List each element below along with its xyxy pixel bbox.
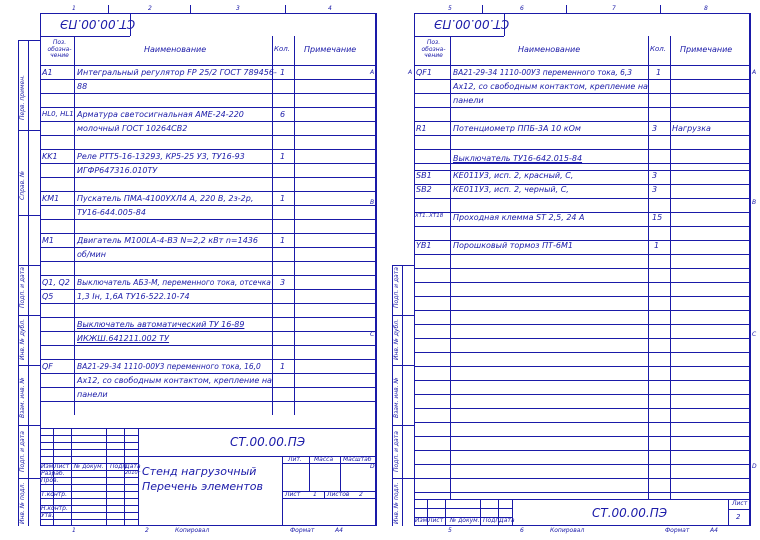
chg-hdr: Изм bbox=[41, 463, 54, 470]
date: 2010г bbox=[125, 470, 141, 476]
row-name-line: ВА21-29-34 1110-00У3 переменного тока, 6,3 bbox=[453, 68, 633, 77]
side-label: Перв. примен. bbox=[19, 74, 26, 120]
row-name-line: 88 bbox=[77, 82, 88, 91]
side-label: Взам. инв. № bbox=[19, 377, 26, 418]
zone-bottom-5: 5 bbox=[448, 527, 452, 534]
row-name-line: Выключатель автоматический ТУ 16-89 bbox=[77, 320, 245, 329]
row-qty: 3 bbox=[652, 171, 658, 180]
row-qty: 15 bbox=[652, 213, 663, 222]
hdr-pos: Поз. обозна- чение bbox=[421, 39, 446, 60]
title-doc-code: СТ.00.00.ПЭ bbox=[230, 435, 306, 449]
row-qty: 1 bbox=[654, 241, 660, 250]
row-qty: 1 bbox=[656, 68, 662, 77]
zone-side-a-left: A bbox=[408, 69, 413, 76]
side-label: Инв. № подл. bbox=[393, 482, 400, 524]
hdr-pos: Поз. обозна- чение bbox=[47, 39, 72, 60]
copied-label: Копировал bbox=[550, 527, 585, 534]
zone-bottom-2: 2 bbox=[145, 527, 149, 534]
zone-top-6: 6 bbox=[520, 5, 524, 12]
format-label: Формат bbox=[665, 527, 690, 534]
row-pos: M1 bbox=[42, 236, 54, 245]
row-pos: Q1, Q2 bbox=[42, 278, 70, 287]
side-label: Справ. № bbox=[19, 170, 26, 200]
row-name-line: ВА21-29-34 1110-00У3 переменного тока, 16,0 bbox=[77, 362, 261, 371]
sheets-no: 2 bbox=[359, 491, 363, 498]
chg-hdr: № докум. bbox=[450, 517, 480, 524]
side-label: Взам. инв. № bbox=[393, 377, 400, 418]
row-name-line: панели bbox=[453, 96, 484, 105]
role: Т.контр. bbox=[41, 491, 68, 498]
row-pos: XT1..XT18 bbox=[415, 213, 444, 219]
chg-hdr: Лист bbox=[428, 517, 444, 524]
row-name-line: Выключатель АБ3-М, переменного тока, отсечка bbox=[77, 278, 271, 287]
title-subname: Перечень элементов bbox=[142, 480, 263, 493]
zone-top-4: 4 bbox=[328, 5, 332, 12]
zone-side-d: D bbox=[752, 463, 757, 470]
row-name-line: Порошковый тормоз ПТ-6М1 bbox=[453, 241, 573, 250]
role: Разраб. bbox=[41, 470, 65, 477]
row-name-line: Интегральный регулятор FP 25/2 ГОСТ 789456- bbox=[77, 68, 277, 77]
doc-code-flipped: СТ.00.00.ПЭ bbox=[434, 17, 510, 31]
title-name: Стенд нагрузочный bbox=[142, 465, 257, 478]
row-pos: SB1 bbox=[416, 171, 432, 180]
zone-side-a: A bbox=[752, 69, 757, 76]
row-pos: YB1 bbox=[416, 241, 432, 250]
row-qty: 3 bbox=[652, 185, 658, 194]
lit-label: Лит. bbox=[288, 456, 302, 463]
row-pos: QF1 bbox=[416, 68, 432, 77]
chg-hdr: Лист bbox=[54, 463, 70, 470]
row-name-line: Проходная клемма ST 2,5, 24 А bbox=[453, 213, 585, 222]
zone-top-2: 2 bbox=[148, 5, 152, 12]
chg-hdr: Изм bbox=[415, 517, 428, 524]
row-pos: HL0, HL1 bbox=[42, 110, 74, 118]
zone-bottom-1: 1 bbox=[72, 527, 76, 534]
format-label: Формат bbox=[290, 527, 315, 534]
mass-label: Масса bbox=[314, 456, 334, 463]
chg-hdr: Подп. bbox=[483, 517, 502, 524]
zone-side-a: A bbox=[370, 69, 375, 76]
row-qty: 3 bbox=[652, 124, 658, 133]
row-name-line: 1,3 Iн, 1,6А ТУ16-522.10-74 bbox=[77, 292, 190, 301]
row-pos: KM1 bbox=[42, 194, 60, 203]
zone-top-7: 7 bbox=[612, 5, 616, 12]
sheet-no: 1 bbox=[313, 491, 317, 498]
side-label: Инв. № дубл. bbox=[19, 318, 26, 360]
role: Пров. bbox=[41, 477, 59, 484]
zone-side-d: D bbox=[370, 463, 375, 470]
row-qty: 1 bbox=[280, 152, 286, 161]
row-qty: 1 bbox=[280, 236, 286, 245]
row-name-line: об/мин bbox=[77, 250, 106, 259]
zone-top-3: 3 bbox=[236, 5, 240, 12]
side-label: Инв. № подл. bbox=[19, 482, 26, 524]
row-name-line: Выключатель ТУ16-642.015-84 bbox=[453, 154, 583, 163]
row-pos: QF bbox=[42, 362, 53, 371]
hdr-qty: Кол. bbox=[274, 45, 290, 53]
format-value: А4 bbox=[335, 527, 343, 534]
zone-top-5: 5 bbox=[448, 5, 452, 12]
row-name-line: Пускатель ПМА-4100УХЛ4 А, 220 В, 2з-2р, bbox=[77, 194, 254, 203]
role: Н.контр. bbox=[41, 505, 68, 512]
row-name-line: Реле РТТ5-16-13293, КР5-25 У3, ТУ16-93 bbox=[77, 152, 245, 161]
row-name-line: Ах12, со свободным контактом, крепление на bbox=[77, 376, 272, 385]
row-pos-2: Q5 bbox=[42, 292, 54, 301]
side-label: Подп. и дата bbox=[393, 267, 400, 308]
row-note: Нагрузка bbox=[672, 124, 711, 133]
chg-hdr: Дата bbox=[499, 517, 515, 524]
side-label: Подп. и дата bbox=[393, 431, 400, 472]
title-doc-code: СТ.00.00.ПЭ bbox=[592, 506, 668, 520]
side-label: Инв. № дубл. bbox=[393, 318, 400, 360]
role: Утв. bbox=[41, 512, 54, 519]
zone-side-b: B bbox=[752, 199, 757, 206]
row-pos: KK1 bbox=[42, 152, 58, 161]
row-name-line: панели bbox=[77, 390, 108, 399]
hdr-name: Наименование bbox=[518, 45, 581, 54]
scale-label: Масштаб bbox=[343, 456, 372, 463]
row-name-line: КЕ011У3, исп. 2, красный, С, bbox=[453, 171, 574, 180]
zone-top-8: 8 bbox=[704, 5, 708, 12]
chg-hdr: Подп. bbox=[110, 463, 129, 470]
row-qty: 3 bbox=[280, 278, 286, 287]
row-name-line: ИГФР647316.010ТУ bbox=[77, 166, 158, 175]
zone-side-c: C bbox=[752, 331, 757, 338]
row-qty: 1 bbox=[280, 194, 286, 203]
row-name-line: ТУ16-644.005-84 bbox=[77, 208, 146, 217]
row-name-line: молочный ГОСТ 10264СВ2 bbox=[77, 124, 188, 133]
copied-label: Копировал bbox=[175, 527, 210, 534]
zone-bottom-6: 6 bbox=[520, 527, 524, 534]
hdr-note: Примечание bbox=[304, 45, 357, 54]
zone-side-b: B bbox=[370, 199, 375, 206]
chg-hdr: № докум. bbox=[74, 463, 104, 470]
side-label: Подп. и дата bbox=[19, 267, 26, 308]
hdr-qty: Кол. bbox=[650, 45, 666, 53]
chg-hdr: Дата bbox=[125, 463, 141, 470]
side-label: Подп. и дата bbox=[19, 431, 26, 472]
sheet-label: Лист bbox=[732, 500, 748, 507]
row-pos: R1 bbox=[416, 124, 427, 133]
row-name-line: Арматура светосигнальная АМЕ-24-220 bbox=[77, 110, 244, 119]
row-pos: A1 bbox=[42, 68, 53, 77]
sheet-label: Лист bbox=[285, 491, 301, 498]
row-pos: SB2 bbox=[416, 185, 432, 194]
row-name-line: КЕ011У3, исп. 2, черный, С, bbox=[453, 185, 569, 194]
row-name-line: Двигатель М100LA-4-ВЗ N=2,2 кВт n=1436 bbox=[77, 236, 258, 245]
row-name-line: Потенциометр ППБ-3А 10 кОм bbox=[453, 124, 581, 133]
hdr-name: Наименование bbox=[144, 45, 207, 54]
zone-top-1: 1 bbox=[72, 5, 76, 12]
row-qty: 1 bbox=[280, 362, 286, 371]
doc-code-flipped: СТ.00.00.ПЭ bbox=[60, 17, 136, 31]
sheet-no: 2 bbox=[736, 513, 741, 521]
zone-side-c: C bbox=[370, 331, 375, 338]
row-name-line: Ах12, со свободным контактом, крепление на bbox=[453, 82, 648, 91]
row-qty: 6 bbox=[280, 110, 286, 119]
sheets-label: Листов bbox=[327, 491, 350, 498]
hdr-note: Примечание bbox=[680, 45, 733, 54]
row-qty: 1 bbox=[280, 68, 286, 77]
format-value: А4 bbox=[710, 527, 718, 534]
row-name-line: ИКЖШ.641211.002 ТУ bbox=[77, 334, 170, 343]
